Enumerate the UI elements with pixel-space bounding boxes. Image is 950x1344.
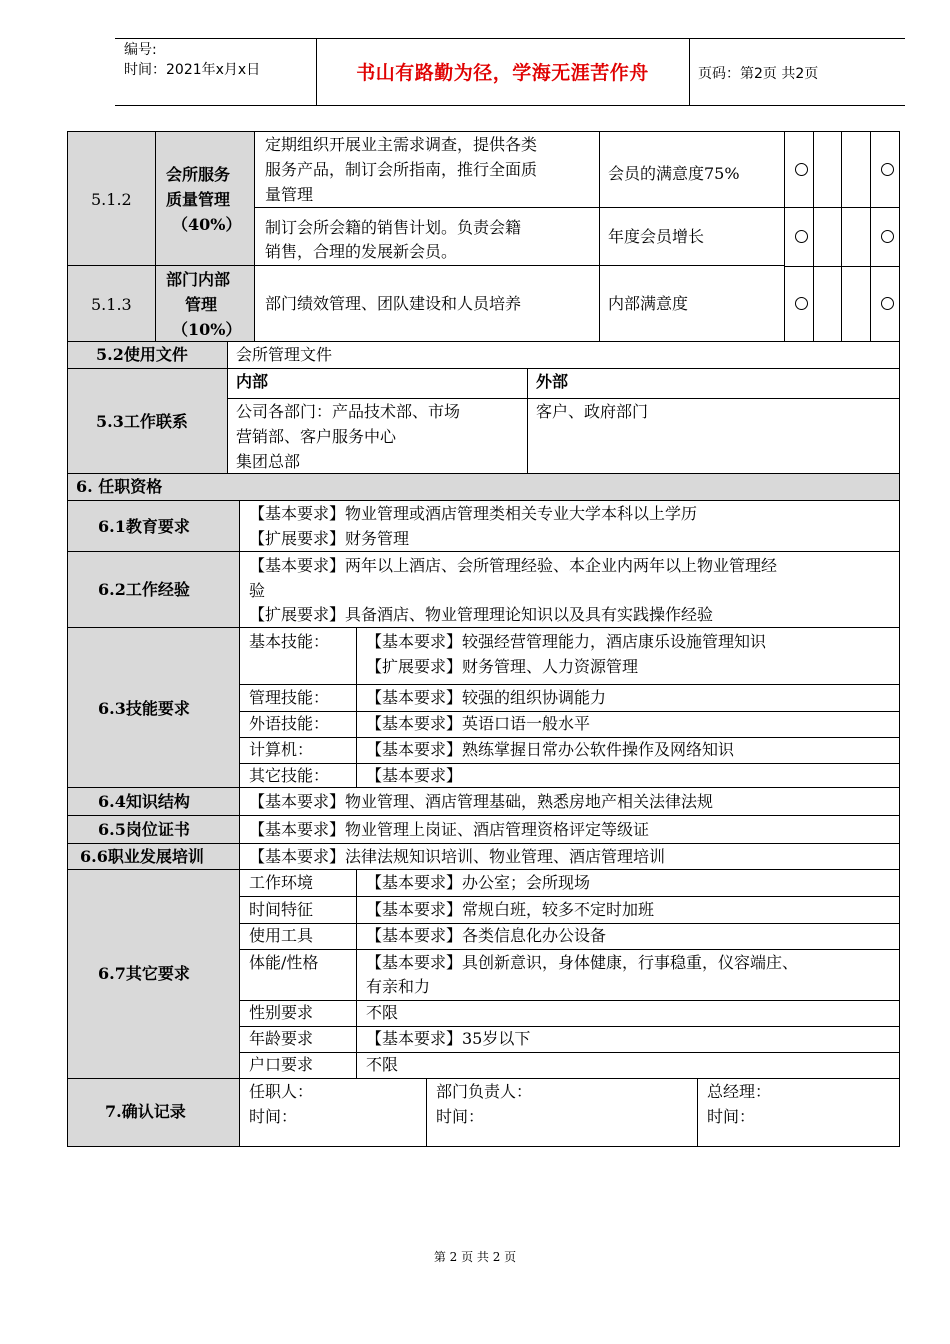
row-6-1-line-1: 【基本要求】物业管理或酒店管理类相关专业大学本科以上学历 bbox=[249, 504, 698, 523]
sign-employee-label: 任职人： bbox=[249, 1082, 314, 1101]
rating-circle[interactable] bbox=[795, 297, 808, 310]
row-6-6-label: 6.6职业发展培训 bbox=[80, 847, 204, 866]
row-5-1-3-title-1: 部门内部 bbox=[166, 270, 231, 289]
row-5-1-2-desc-1c: 量管理 bbox=[265, 185, 314, 204]
sign-dept-head-time: 时间： bbox=[436, 1107, 485, 1126]
row-5-1-2-desc-1b: 服务产品，制订会所指南，推行全面质 bbox=[265, 160, 538, 179]
skill-value-computer: 【基本要求】熟练掌握日常办公软件操作及网络知识 bbox=[366, 740, 735, 759]
other-value-age: 【基本要求】35岁以下 bbox=[366, 1029, 531, 1048]
sign-gm-time: 时间： bbox=[707, 1107, 756, 1126]
sign-dept-head-label: 部门负责人： bbox=[436, 1082, 533, 1101]
other-value-hukou: 不限 bbox=[366, 1055, 399, 1074]
row-7-label: 7.确认记录 bbox=[105, 1102, 186, 1121]
section-6-header: 6. 任职资格 bbox=[76, 477, 163, 496]
row-6-2-line-2: 验 bbox=[249, 581, 266, 600]
other-value-time: 【基本要求】常规白班，较多不定时加班 bbox=[366, 900, 655, 919]
row-5-1-2-title-1: 会所服务 bbox=[166, 165, 231, 184]
rating-circle[interactable] bbox=[795, 163, 808, 176]
other-key-gender: 性别要求 bbox=[249, 1003, 314, 1022]
other-key-time: 时间特征 bbox=[249, 900, 314, 919]
skill-value-language: 【基本要求】英语口语一般水平 bbox=[366, 714, 591, 733]
row-6-2-line-3: 【扩展要求】具备酒店、物业管理理论知识以及具有实践操作经验 bbox=[249, 605, 714, 624]
row-5-3-internal-3: 集团总部 bbox=[236, 452, 301, 471]
rating-circle[interactable] bbox=[881, 297, 894, 310]
skill-key-management: 管理技能： bbox=[249, 688, 330, 707]
row-6-6-value: 【基本要求】法律法规知识培训、物业管理、酒店管理培训 bbox=[249, 847, 666, 866]
row-5-3-internal-header-cell bbox=[227, 368, 528, 399]
skill-value-management: 【基本要求】较强的组织协调能力 bbox=[366, 688, 607, 707]
header-meta bbox=[124, 40, 260, 80]
skill-value-basic-1: 【基本要求】较强经营管理能力，酒店康乐设施管理知识 bbox=[366, 632, 767, 651]
other-key-environment: 工作环境 bbox=[249, 873, 314, 892]
row-5-1-3-title-2: 管理 bbox=[185, 295, 218, 314]
other-value-personality-1: 【基本要求】具创新意识，身体健康，行事稳重，仪容端庄、 bbox=[366, 953, 799, 972]
skill-key-other: 其它技能： bbox=[249, 766, 330, 785]
row-5-1-2-title-2: 质量管理 bbox=[166, 190, 231, 209]
row-5-1-2-num: 5.1.2 bbox=[91, 190, 132, 209]
row-6-1-line-2: 【扩展要求】财务管理 bbox=[249, 529, 410, 548]
row-5-3-external-header-cell bbox=[527, 368, 900, 399]
row-6-2-line-1: 【基本要求】两年以上酒店、会所管理经验、本企业内两年以上物业管理经 bbox=[249, 556, 778, 575]
doc-time-label: 时间：2021年x月x日 bbox=[124, 62, 261, 78]
section-6-header-cell bbox=[67, 473, 900, 501]
other-value-cell bbox=[356, 1000, 900, 1027]
sign-employee-time: 时间： bbox=[249, 1107, 298, 1126]
skill-key-basic: 基本技能： bbox=[249, 632, 330, 651]
skill-value-basic-2: 【扩展要求】财务管理、人力资源管理 bbox=[366, 657, 639, 676]
row-5-1-3-indicator: 内部满意度 bbox=[608, 294, 689, 313]
skill-value-other: 【基本要求】 bbox=[366, 766, 463, 785]
row-5-3-internal-2: 营销部、客户服务中心 bbox=[236, 427, 397, 446]
row-6-3-label: 6.3技能要求 bbox=[98, 699, 190, 718]
row-6-1-label: 6.1教育要求 bbox=[98, 517, 190, 536]
row-5-3-external: 客户、政府部门 bbox=[536, 402, 649, 421]
other-value-gender: 不限 bbox=[366, 1003, 399, 1022]
row-6-4-value: 【基本要求】物业管理、酒店管理基础，熟悉房地产相关法律法规 bbox=[249, 792, 714, 811]
row-5-3-internal-1: 公司各部门：产品技术部、市场 bbox=[236, 402, 461, 421]
other-value-personality-2: 有亲和力 bbox=[366, 977, 431, 996]
row-6-4-label: 6.4知识结构 bbox=[98, 792, 190, 811]
row-5-3-external-header: 外部 bbox=[536, 372, 569, 391]
sign-gm-label: 总经理： bbox=[707, 1082, 772, 1101]
row-5-1-3-title-3: （10%） bbox=[172, 320, 242, 339]
row-5-3-internal-header: 内部 bbox=[236, 372, 269, 391]
header-page-info: 页码：第2页 共2页 bbox=[698, 66, 819, 82]
row-5-1-2-desc-2b: 销售，合理的发展新会员。 bbox=[265, 242, 458, 261]
page-footer: 第 2 页 共 2 页 bbox=[433, 1250, 517, 1264]
header-top-rule bbox=[115, 38, 905, 39]
row-5-1-2-desc-2a: 制订会所会籍的销售计划。负责会籍 bbox=[265, 218, 522, 237]
row-6-2-label: 6.2工作经验 bbox=[98, 580, 190, 599]
rating-circle[interactable] bbox=[795, 230, 808, 243]
skill-key-computer: 计算机： bbox=[249, 740, 314, 759]
row-5-2-value: 会所管理文件 bbox=[236, 345, 333, 364]
row-5-1-2-indicator-2: 年度会员增长 bbox=[608, 227, 705, 246]
rating-circle[interactable] bbox=[881, 163, 894, 176]
doc-code-label: 编号: bbox=[124, 42, 157, 58]
row-5-3-label: 5.3工作联系 bbox=[96, 412, 188, 431]
other-key-hukou: 户口要求 bbox=[249, 1055, 314, 1074]
other-value-cell bbox=[356, 1052, 900, 1079]
header-bottom-rule bbox=[115, 105, 905, 106]
header-divider bbox=[689, 38, 690, 105]
row-5-1-3-desc: 部门绩效管理、团队建设和人员培养 bbox=[265, 294, 522, 313]
header-motto: 书山有路勤为径，学海无涯苦作舟 bbox=[356, 62, 649, 84]
row-6-5-label: 6.5岗位证书 bbox=[98, 820, 190, 839]
other-value-tools: 【基本要求】各类信息化办公设备 bbox=[366, 926, 607, 945]
other-key-personality: 体能/性格 bbox=[249, 953, 319, 972]
other-key-age: 年龄要求 bbox=[249, 1029, 314, 1048]
row-5-1-2-indicator-1: 会员的满意度75% bbox=[608, 164, 740, 183]
rating-circle[interactable] bbox=[881, 230, 894, 243]
skill-key-language: 外语技能： bbox=[249, 714, 330, 733]
row-6-7-label: 6.7其它要求 bbox=[98, 964, 190, 983]
row-5-1-3-num: 5.1.3 bbox=[91, 295, 132, 314]
other-key-tools: 使用工具 bbox=[249, 926, 314, 945]
row-5-1-2-desc-1a: 定期组织开展业主需求调查，提供各类 bbox=[265, 135, 538, 154]
row-5-2-label: 5.2使用文件 bbox=[96, 345, 188, 364]
row-6-5-value: 【基本要求】物业管理上岗证、酒店管理资格评定等级证 bbox=[249, 820, 650, 839]
other-value-environment: 【基本要求】办公室；会所现场 bbox=[366, 873, 591, 892]
row-5-1-2-title-3: （40%） bbox=[172, 215, 242, 234]
